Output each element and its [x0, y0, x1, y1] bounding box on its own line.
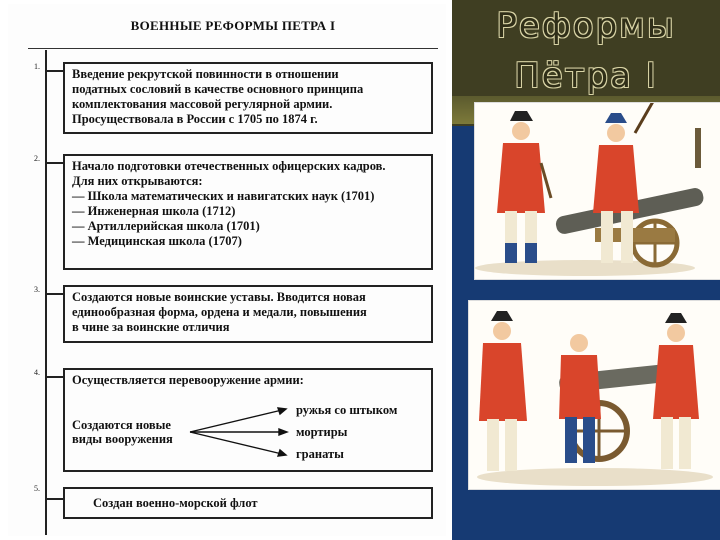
reform-box-2: [63, 154, 433, 270]
connector-line: [45, 376, 63, 378]
slide-panel: [452, 0, 720, 540]
reform-text-line: — Медицинская школа (1707): [72, 234, 242, 248]
soldier-figure: [497, 111, 551, 263]
artillery-crew-illustration: [468, 300, 720, 490]
connector-line: [45, 498, 63, 500]
reform-text-line: Создан военно-морской флот: [93, 496, 258, 510]
arrow-line: [190, 410, 282, 432]
reform-text-line: — Школа математических и навигатских наук (1701): [72, 189, 375, 203]
reform-text-line: податных сословий в качестве основного принципа: [72, 82, 364, 96]
arrowhead-icon: [278, 450, 286, 456]
item-number: 4.: [34, 368, 40, 377]
reform-text-line: Создаются новые воинские уставы. Вводится новая: [72, 290, 366, 304]
reform-text-line: Введение рекрутской повинности в отношении: [72, 67, 339, 81]
reform-text-line: единообразная форма, ордена и медали, повышения: [72, 305, 367, 319]
weapon-item: мортиры: [296, 425, 348, 439]
weapons-arrows: [186, 400, 296, 460]
weapons-label-line: Создаются новые: [72, 418, 171, 432]
slide-title-line-2: Пётра I: [514, 56, 658, 96]
slide-title-line-1: Реформы: [496, 6, 676, 46]
reform-text-line: Для них открываются:: [72, 174, 203, 188]
title-divider: [28, 48, 438, 49]
item-number: 5.: [34, 484, 40, 493]
reform-text-line: комплектования массовой регулярной армии.: [72, 97, 333, 111]
arrowhead-icon: [279, 429, 287, 435]
reform-box-5: [63, 487, 433, 519]
item-number: 3.: [34, 285, 40, 294]
weapon-item: ружья со штыком: [296, 403, 398, 417]
reform-text-line: Просуществовала в России с 1705 по 1874 г.: [72, 112, 318, 126]
reform-text-line: в чине за воинские отличия: [72, 320, 230, 334]
reform-text-line: Осуществляется перевооружение армии:: [72, 373, 304, 387]
soldier-figure: [479, 311, 527, 471]
reform-box-3: [63, 285, 433, 343]
weapons-label-line: виды вооружения: [72, 432, 173, 446]
soldier-figure: [559, 334, 601, 463]
arrow-line: [190, 432, 282, 454]
reform-box-1: [63, 62, 433, 134]
connector-line: [45, 293, 63, 295]
connector-line: [45, 162, 63, 164]
reforms-table: [8, 4, 446, 536]
soldiers-with-cannon-illustration: [474, 102, 720, 280]
item-number: 1.: [34, 62, 40, 71]
connector-line: [45, 70, 63, 72]
reform-text-line: — Инженерная школа (1712): [72, 204, 236, 218]
table-title: ВОЕННЫЕ РЕФОРМЫ ПЕТРА I: [130, 18, 336, 33]
reform-text-line: — Артиллерийская школа (1701): [72, 219, 260, 233]
arrowhead-icon: [278, 408, 286, 414]
weapons-group-label: [72, 418, 173, 446]
soldier-figure: [653, 313, 699, 469]
reform-text-line: Начало подготовки отечественных офицерских кадров.: [72, 159, 386, 173]
weapon-item: гранаты: [296, 447, 344, 461]
item-number: 2.: [34, 154, 40, 163]
